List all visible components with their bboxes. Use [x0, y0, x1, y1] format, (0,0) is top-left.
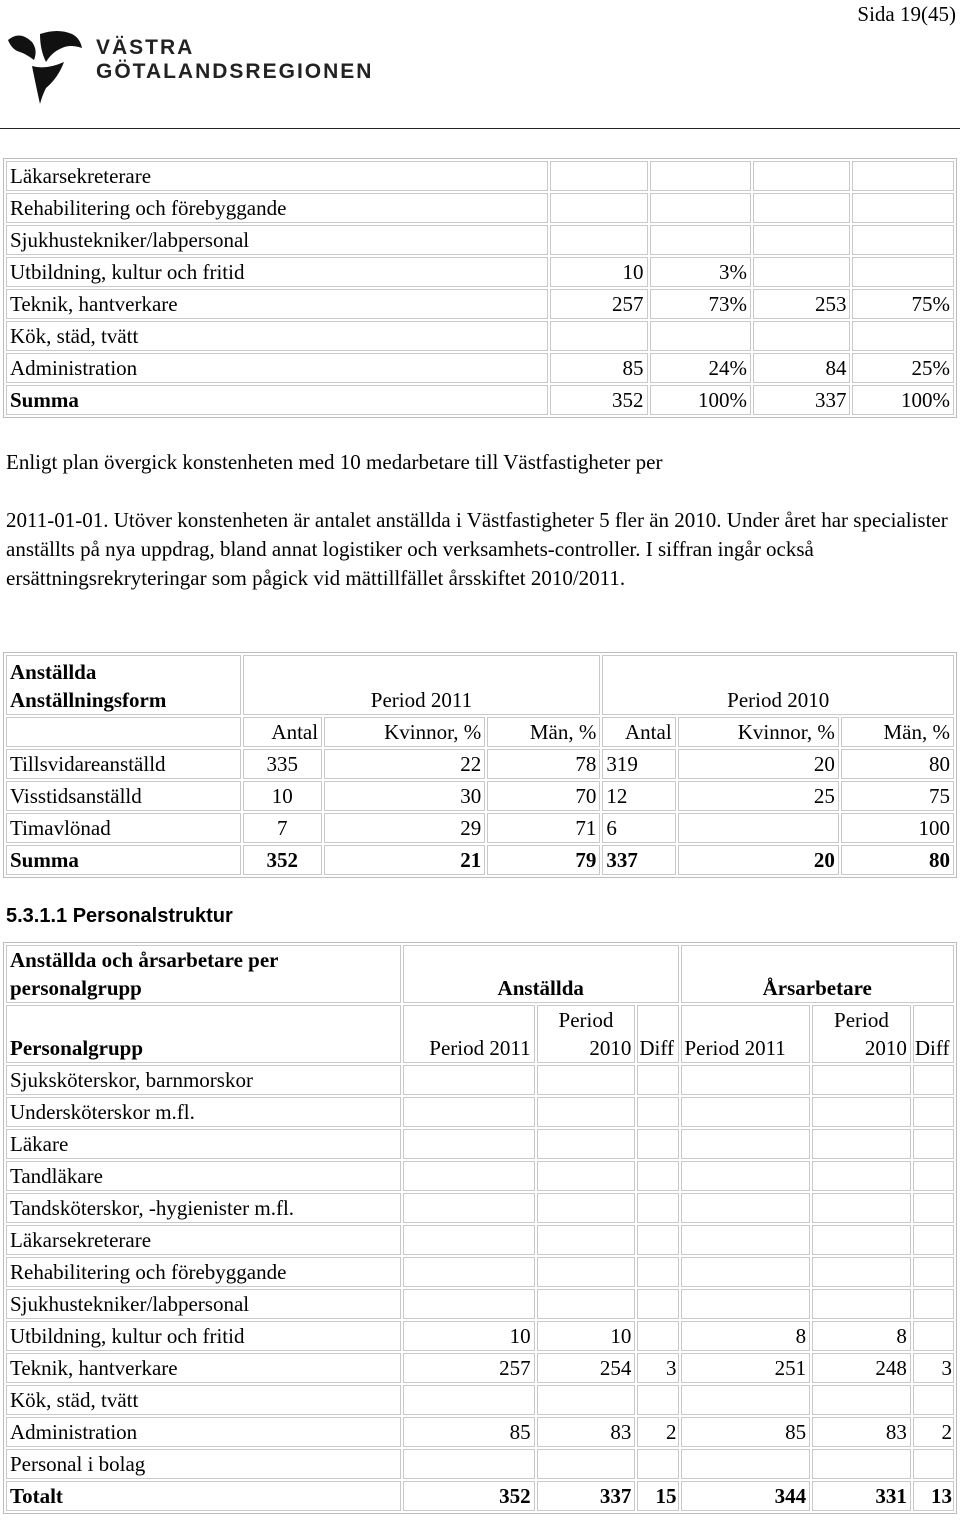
table-row — [6, 1065, 954, 1095]
period-2010-header-top: Period — [834, 1008, 889, 1032]
row-label: Personal i bolag — [6, 1449, 401, 1479]
table-cell — [403, 1289, 535, 1319]
table-cell — [403, 1385, 535, 1415]
table-cell — [812, 1129, 911, 1159]
table-cell — [681, 1385, 811, 1415]
paragraph-body: 2011-01-01. Utöver konstenheten är antalet anställda i Västfastigheter 5 fler än 2010. Under året har specialister anställts på nya uppdrag, bland annat logistiker och verksamhets-controller. I siffran ingår också ersättningsrekryteringar som pågick vid mättillfället årsskiftet 2010/2011. — [6, 508, 948, 590]
empty-header-cell — [6, 717, 241, 747]
period-2010-header-bottom: 2010 — [589, 1036, 632, 1060]
table-row — [6, 1161, 954, 1191]
table-cell: 10 — [537, 1321, 636, 1351]
row-label: Totalt — [6, 1481, 401, 1511]
table-cell — [913, 1161, 954, 1191]
table-cell: 7 — [243, 813, 323, 843]
table-cell — [753, 321, 850, 351]
period-2010-header-top: Period — [558, 1008, 614, 1032]
table-cell — [852, 257, 954, 287]
row-label: Teknik, hantverkare — [6, 289, 548, 319]
personnel-structure-table — [3, 942, 957, 1514]
row-label: Undersköterskor m.fl. — [6, 1097, 401, 1127]
table-cell — [403, 1161, 535, 1191]
table-cell: 2 — [913, 1417, 954, 1447]
table-row — [6, 1481, 954, 1511]
table-cell — [537, 1449, 636, 1479]
table-title-line-2: Anställningsform — [10, 688, 167, 712]
table-title-line-1: Anställda — [10, 660, 97, 684]
table-cell: 25% — [852, 353, 954, 383]
table-cell — [537, 1065, 636, 1095]
table-cell — [550, 225, 647, 255]
row-label: Läkarsekreterare — [6, 161, 548, 191]
period-2010-header: Period 2010 — [602, 655, 954, 715]
table-cell — [637, 1449, 678, 1479]
table-cell: 10 — [550, 257, 647, 287]
table-cell: 29 — [324, 813, 485, 843]
period-2010-header-bottom: 2010 — [864, 1036, 907, 1060]
table-cell — [812, 1161, 911, 1191]
table-row — [6, 1321, 954, 1351]
table-cell: 12 — [602, 781, 675, 811]
logo-line-1: VÄSTRA — [96, 36, 195, 59]
table-cell: 352 — [550, 385, 647, 415]
table-cell — [681, 1193, 811, 1223]
table-cell — [537, 1225, 636, 1255]
table-cell — [753, 161, 850, 191]
row-label: Läkare — [6, 1129, 401, 1159]
table-row — [6, 1129, 954, 1159]
occupational-group-table — [3, 158, 957, 418]
row-label: Rehabilitering och förebyggande — [6, 1257, 401, 1287]
table-cell: 100% — [852, 385, 954, 415]
table-cell — [550, 321, 647, 351]
table-cell — [812, 1257, 911, 1287]
paragraph-line-1: Enligt plan övergick konstenheten med 10 medarbetare till Västfastigheter per — [6, 450, 663, 474]
table-cell — [681, 1065, 811, 1095]
row-label: Utbildning, kultur och fritid — [6, 257, 548, 287]
row-label: Tandsköterskor, -hygienister m.fl. — [6, 1193, 401, 1223]
period-2011-header: Period 2011 — [403, 1005, 535, 1063]
table-cell: 20 — [678, 749, 839, 779]
table-cell: 80 — [841, 749, 954, 779]
table-row — [6, 385, 954, 415]
table-title-line-1: Anställda och årsarbetare per — [10, 948, 279, 972]
table-cell: 21 — [324, 845, 485, 875]
table-cell — [812, 1385, 911, 1415]
row-label: Tandläkare — [6, 1161, 401, 1191]
table-cell — [681, 1449, 811, 1479]
row-label: Rehabilitering och förebyggande — [6, 193, 548, 223]
table-cell — [403, 1225, 535, 1255]
table-cell: 337 — [602, 845, 675, 875]
table-cell — [812, 1193, 911, 1223]
table-row — [6, 1385, 954, 1415]
table-cell: 15 — [637, 1481, 678, 1511]
diff-header: Diff — [913, 1005, 954, 1063]
table-row — [6, 1449, 954, 1479]
table-cell — [681, 1257, 811, 1287]
occupational-group-table-body — [6, 161, 954, 415]
table-cell: 85 — [550, 353, 647, 383]
table-cell — [913, 1257, 954, 1287]
table-cell — [681, 1289, 811, 1319]
page-number: Sida 19(45) — [857, 2, 956, 26]
column-header: Antal — [243, 717, 323, 747]
table-row — [6, 161, 954, 191]
period-2011-header: Period 2011 — [681, 1005, 811, 1063]
table-row — [6, 749, 954, 779]
table-cell: 20 — [678, 845, 839, 875]
table-cell — [650, 193, 752, 223]
row-label: Summa — [6, 385, 548, 415]
column-header: Män, % — [487, 717, 600, 747]
table-cell — [537, 1129, 636, 1159]
table-cell: 8 — [812, 1321, 911, 1351]
column-header: Män, % — [841, 717, 954, 747]
table-cell — [913, 1385, 954, 1415]
column-header: Kvinnor, % — [324, 717, 485, 747]
table-cell — [852, 161, 954, 191]
row-label: Tillsvidareanställd — [6, 749, 241, 779]
table-cell: 248 — [812, 1353, 911, 1383]
table-row — [6, 845, 954, 875]
header-divider — [0, 128, 960, 129]
table-cell: 331 — [812, 1481, 911, 1511]
table-cell — [812, 1225, 911, 1255]
table-cell — [550, 161, 647, 191]
table-cell — [537, 1097, 636, 1127]
column-header: Kvinnor, % — [678, 717, 839, 747]
row-label: Sjukhustekniker/labpersonal — [6, 225, 548, 255]
table-cell: 13 — [913, 1481, 954, 1511]
row-label: Utbildning, kultur och fritid — [6, 1321, 401, 1351]
table-cell — [812, 1065, 911, 1095]
table-title — [6, 655, 241, 715]
personnel-group-header: Personalgrupp — [6, 1005, 401, 1063]
table-row — [6, 1257, 954, 1287]
table-cell: 71 — [487, 813, 600, 843]
vastra-gotalandsregionen-logo — [6, 26, 373, 106]
table-cell — [537, 1289, 636, 1319]
table-row — [6, 193, 954, 223]
region-emblem-icon — [6, 26, 86, 106]
column-header: Antal — [602, 717, 675, 747]
table-cell — [403, 1097, 535, 1127]
table-cell: 352 — [243, 845, 323, 875]
table-cell: 73% — [650, 289, 752, 319]
table-cell — [681, 1129, 811, 1159]
table-cell — [537, 1385, 636, 1415]
table-cell — [537, 1161, 636, 1191]
table-cell — [913, 1289, 954, 1319]
table-cell — [753, 193, 850, 223]
table-cell — [650, 225, 752, 255]
table-cell — [537, 1257, 636, 1287]
table-cell: 257 — [550, 289, 647, 319]
row-label: Administration — [6, 353, 548, 383]
table-title-line-2: personalgrupp — [10, 976, 142, 1000]
table-cell — [812, 1097, 911, 1127]
table-cell: 337 — [753, 385, 850, 415]
table-cell — [913, 1321, 954, 1351]
table-cell — [852, 193, 954, 223]
table-row — [6, 289, 954, 319]
table-row — [6, 1353, 954, 1383]
table-cell — [812, 1449, 911, 1479]
table-cell — [637, 1225, 678, 1255]
annual-workers-group-header: Årsarbetare — [681, 945, 955, 1003]
table-title — [6, 945, 401, 1003]
table-cell: 10 — [243, 781, 323, 811]
table-row — [6, 1289, 954, 1319]
table-cell: 3% — [650, 257, 752, 287]
table-cell — [403, 1065, 535, 1095]
table-cell: 85 — [681, 1417, 811, 1447]
table-cell — [650, 321, 752, 351]
table-cell: 78 — [487, 749, 600, 779]
table-cell: 83 — [537, 1417, 636, 1447]
table-cell — [637, 1257, 678, 1287]
table-row — [6, 1417, 954, 1447]
table-cell: 6 — [602, 813, 675, 843]
personnel-structure-table-body — [6, 1065, 954, 1511]
table-cell: 79 — [487, 845, 600, 875]
table-cell: 10 — [403, 1321, 535, 1351]
table-cell — [403, 1193, 535, 1223]
table-cell — [753, 257, 850, 287]
table-row — [6, 353, 954, 383]
table-cell: 344 — [681, 1481, 811, 1511]
table-cell: 335 — [243, 749, 323, 779]
table-cell: 80 — [841, 845, 954, 875]
table-cell — [913, 1193, 954, 1223]
table-cell — [637, 1385, 678, 1415]
table-cell — [637, 1065, 678, 1095]
diff-header: Diff — [637, 1005, 678, 1063]
row-label: Timavlönad — [6, 813, 241, 843]
table-cell — [637, 1161, 678, 1191]
table-cell: 8 — [681, 1321, 811, 1351]
logo-line-2: GÖTALANDSREGIONEN — [96, 60, 374, 83]
period-2010-header — [812, 1005, 911, 1063]
table-cell: 254 — [537, 1353, 636, 1383]
table-cell: 352 — [403, 1481, 535, 1511]
employment-form-table-body — [6, 749, 954, 875]
table-cell — [550, 193, 647, 223]
table-cell — [753, 225, 850, 255]
table-cell: 85 — [403, 1417, 535, 1447]
table-row — [6, 1193, 954, 1223]
table-cell: 253 — [753, 289, 850, 319]
table-cell — [403, 1129, 535, 1159]
table-row — [6, 1225, 954, 1255]
table-cell: 83 — [812, 1417, 911, 1447]
table-cell — [681, 1225, 811, 1255]
table-cell: 25 — [678, 781, 839, 811]
period-2011-header: Period 2011 — [243, 655, 601, 715]
column-header-row — [6, 717, 954, 747]
table-cell — [913, 1129, 954, 1159]
table-cell: 84 — [753, 353, 850, 383]
table-cell — [681, 1161, 811, 1191]
table-cell: 70 — [487, 781, 600, 811]
table-row — [6, 321, 954, 351]
table-cell: 30 — [324, 781, 485, 811]
table-cell — [913, 1449, 954, 1479]
table-cell: 3 — [913, 1353, 954, 1383]
table-cell: 251 — [681, 1353, 811, 1383]
table-cell — [637, 1193, 678, 1223]
section-heading: 5.3.1.1 Personalstruktur — [6, 905, 233, 927]
row-label: Läkarsekreterare — [6, 1225, 401, 1255]
table-cell: 24% — [650, 353, 752, 383]
table-cell: 100% — [650, 385, 752, 415]
table-row — [6, 813, 954, 843]
table-cell — [913, 1225, 954, 1255]
table-cell: 22 — [324, 749, 485, 779]
table-cell — [637, 1289, 678, 1319]
table-row — [6, 1097, 954, 1127]
row-label: Kök, städ, tvätt — [6, 321, 548, 351]
employees-group-header: Anställda — [403, 945, 679, 1003]
table-cell — [913, 1097, 954, 1127]
table-cell — [678, 813, 839, 843]
table-row — [6, 225, 954, 255]
table-row — [6, 781, 954, 811]
table-cell — [637, 1321, 678, 1351]
employment-form-table — [3, 652, 957, 878]
row-label: Summa — [6, 845, 241, 875]
table-cell: 257 — [403, 1353, 535, 1383]
table-cell — [403, 1449, 535, 1479]
table-cell: 75 — [841, 781, 954, 811]
table-cell — [637, 1097, 678, 1127]
table-cell — [852, 321, 954, 351]
table-cell — [537, 1193, 636, 1223]
table-cell: 337 — [537, 1481, 636, 1511]
table-cell — [913, 1065, 954, 1095]
table-cell — [812, 1289, 911, 1319]
period-2010-header — [537, 1005, 636, 1063]
row-label: Visstidsanställd — [6, 781, 241, 811]
table-cell: 319 — [602, 749, 675, 779]
row-label: Administration — [6, 1417, 401, 1447]
table-cell — [650, 161, 752, 191]
table-cell: 2 — [637, 1417, 678, 1447]
row-label: Sjukhustekniker/labpersonal — [6, 1289, 401, 1319]
row-label: Kök, städ, tvätt — [6, 1385, 401, 1415]
table-cell — [403, 1257, 535, 1287]
table-cell: 100 — [841, 813, 954, 843]
table-row — [6, 257, 954, 287]
table-cell — [637, 1129, 678, 1159]
table-cell: 3 — [637, 1353, 678, 1383]
row-label: Sjuksköterskor, barnmorskor — [6, 1065, 401, 1095]
table-cell — [681, 1097, 811, 1127]
table-cell — [852, 225, 954, 255]
table-cell: 75% — [852, 289, 954, 319]
row-label: Teknik, hantverkare — [6, 1353, 401, 1383]
